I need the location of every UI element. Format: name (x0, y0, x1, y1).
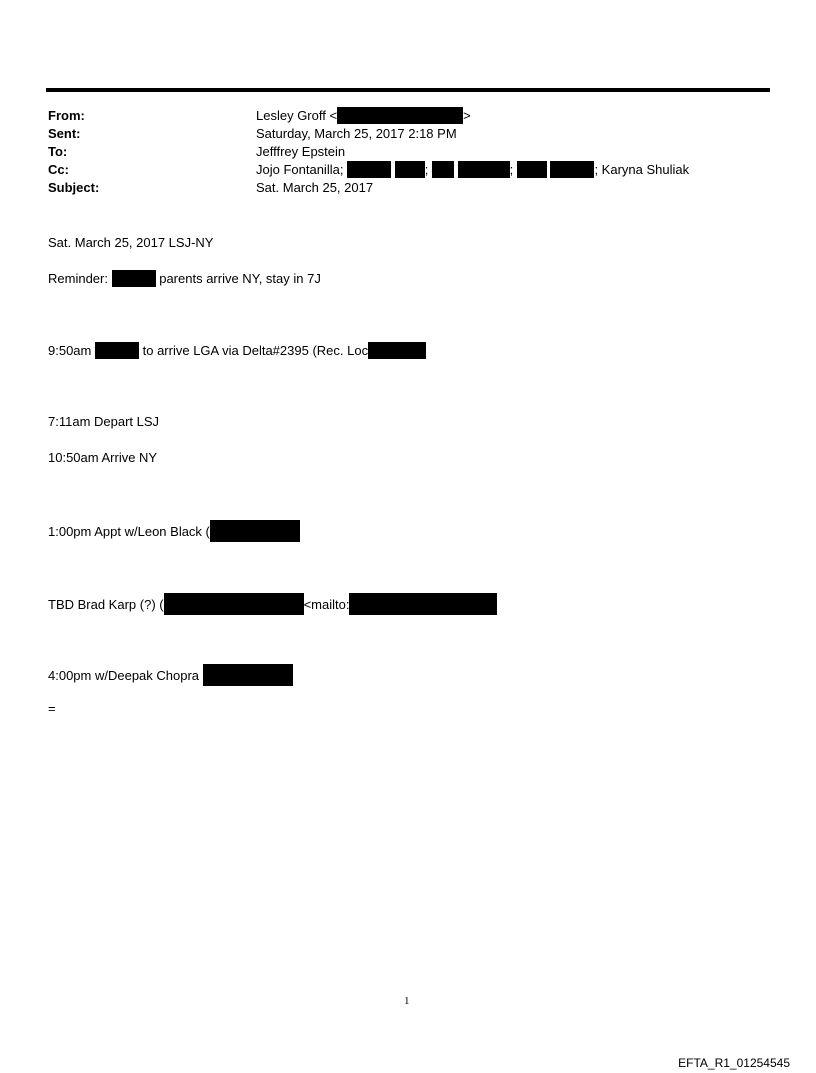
body-line-appt-black (48, 520, 300, 542)
redaction-block (517, 161, 547, 178)
redaction-block (95, 342, 139, 359)
cc-value (256, 161, 689, 179)
body-line-title: Sat. March 25, 2017 LSJ-NY (48, 235, 214, 250)
redaction-block (203, 664, 293, 686)
cc-label: Cc: (48, 162, 69, 177)
redaction-block (112, 270, 156, 287)
body-line-equals: = (48, 701, 56, 716)
appt-text: 1:00pm Appt w/Leon Black ( (48, 524, 210, 539)
redaction-block (368, 342, 426, 359)
subject-label: Subject: (48, 180, 100, 195)
from-name: Lesley Groff < (256, 108, 338, 123)
body-line-depart: 7:11am Depart LSJ (48, 414, 160, 429)
redaction-block (458, 161, 510, 178)
cc-separator: ; (509, 162, 514, 177)
redaction-block (550, 161, 594, 178)
reminder-label: Reminder: (48, 271, 108, 286)
chopra-text: 4:00pm w/Deepak Chopra (48, 668, 200, 683)
bates-number: EFTA_R1_01254545 (678, 1056, 790, 1070)
reminder-text: parents arrive NY, stay in 7J (159, 271, 321, 286)
subject-value: Sat. March 25, 2017 (256, 180, 374, 195)
arrival-text: to arrive LGA via Delta#2395 (Rec. Loc (142, 343, 369, 358)
body-line-arrival (48, 342, 426, 360)
redaction-block (164, 593, 304, 615)
arrival-time: 9:50am (48, 343, 92, 358)
redaction-block (347, 161, 391, 178)
page-number: 1 (404, 995, 410, 1007)
from-value (256, 107, 471, 125)
body-line-reminder (48, 270, 321, 288)
redaction-block (210, 520, 300, 542)
from-label: From: (48, 108, 85, 123)
karp-text: TBD Brad Karp (?) ( (48, 597, 164, 612)
to-value: Jefffrey Epstein (256, 144, 346, 159)
cc-first: Jojo Fontanilla; (256, 162, 344, 177)
sent-value: Saturday, March 25, 2017 2:18 PM (256, 126, 457, 141)
mailto-text: <mailto: (303, 597, 350, 612)
body-line-chopra (48, 664, 293, 686)
header-divider (46, 88, 770, 92)
body-line-arrive: 10:50am Arrive NY (48, 450, 158, 465)
redaction-block (395, 161, 425, 178)
to-label: To: (48, 144, 68, 159)
redaction-block (337, 107, 463, 124)
redaction-block (432, 161, 454, 178)
cc-last: ; Karyna Shuliak (594, 162, 690, 177)
from-close: > (463, 108, 471, 123)
cc-separator: ; (424, 162, 429, 177)
redaction-block (349, 593, 497, 615)
sent-label: Sent: (48, 126, 81, 141)
body-line-karp (48, 593, 497, 615)
